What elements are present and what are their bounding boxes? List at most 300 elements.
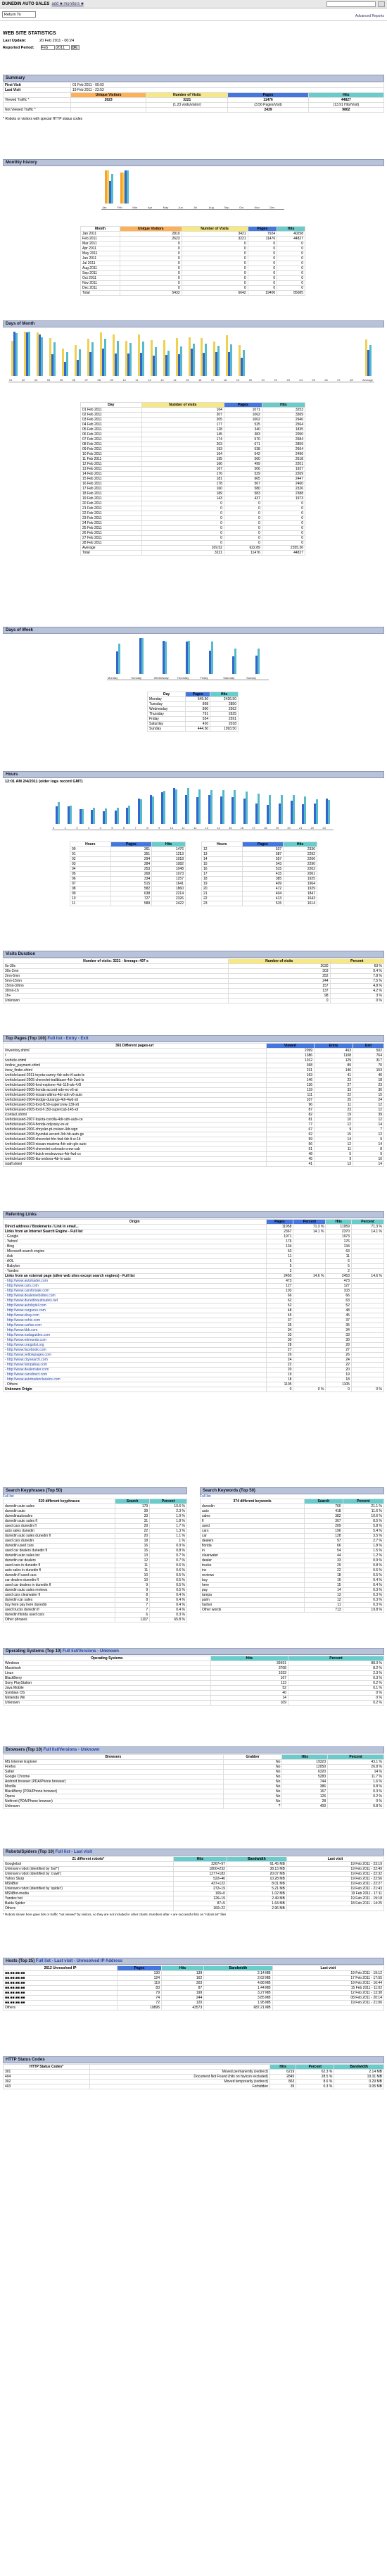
referring-link[interactable]: - http://www.carsforsale.com bbox=[4, 1289, 267, 1294]
http-cell: 19.31 MB bbox=[334, 2075, 384, 2080]
referring-link-row bbox=[4, 1279, 384, 1284]
keyphrases-row bbox=[4, 1588, 187, 1593]
referring-link[interactable]: - http://www.autobytel.com bbox=[4, 1303, 267, 1308]
os-cell: 0 % bbox=[288, 1696, 383, 1701]
days-of-month-cell: 3369 bbox=[262, 413, 305, 418]
robots-cell: 160+22 bbox=[173, 1906, 227, 1911]
robots-row bbox=[4, 1862, 384, 1867]
hours-left-cell: 1257 bbox=[152, 877, 186, 882]
http-header-cell: Percent bbox=[296, 2065, 334, 2070]
referring-cell bbox=[293, 1333, 326, 1338]
days-of-month-cell: 0 bbox=[141, 541, 224, 546]
hours-right-cell: 2061 bbox=[284, 872, 317, 877]
keyphrases-row bbox=[4, 1603, 187, 1608]
pages-cell: 2099 bbox=[266, 1049, 315, 1053]
monthly-cell: 3421 bbox=[182, 232, 248, 237]
duration-row bbox=[4, 984, 384, 989]
http-heading: HTTP Status Codes bbox=[3, 2056, 384, 2063]
referring-cell bbox=[293, 1328, 326, 1333]
duration-cell: 2030 bbox=[228, 964, 330, 969]
monthly-cell: 0 bbox=[182, 242, 248, 246]
pages-cell: 13 bbox=[315, 1162, 353, 1167]
keyphrases-row bbox=[4, 1509, 187, 1514]
days-of-month-cell: 0 bbox=[141, 506, 224, 511]
days-of-month-cell: 1835 bbox=[262, 427, 305, 432]
hosts-cell bbox=[272, 2006, 383, 2011]
keywords-row bbox=[201, 1588, 384, 1593]
referring-cell: 63 bbox=[326, 1249, 352, 1254]
hours-table-left bbox=[70, 842, 186, 906]
hours-chart-bar bbox=[163, 791, 165, 824]
hours-table-right bbox=[201, 842, 317, 906]
referring-cell: 134 bbox=[266, 1244, 293, 1249]
dow-chart-tick-label: Wednesday bbox=[153, 676, 169, 680]
days-of-month-row bbox=[81, 546, 305, 551]
referring-header-cell: Hits bbox=[326, 1220, 352, 1225]
robots-table bbox=[3, 1856, 384, 1911]
search-button[interactable] bbox=[378, 1, 385, 7]
hours-chart bbox=[52, 788, 334, 830]
keywords-row bbox=[201, 1598, 384, 1603]
monthly-cell: Feb 2011 bbox=[81, 237, 120, 242]
hours-left-header-cell: Hits bbox=[152, 842, 186, 847]
referring-cell bbox=[351, 1269, 383, 1274]
keyphrases-row bbox=[4, 1553, 187, 1558]
referring-link[interactable]: - http://www.carsdirect.com bbox=[4, 1373, 267, 1377]
duration-cell: 4.2 % bbox=[330, 989, 383, 994]
keywords-section bbox=[200, 1487, 384, 1628]
referring-link[interactable]: - http://www.nadaguides.com bbox=[4, 1333, 267, 1338]
referring-link-row bbox=[4, 1343, 384, 1348]
referring-cell: 0 bbox=[266, 1387, 293, 1392]
days-of-week-cell: Saturday bbox=[148, 722, 186, 727]
days-of-month-cell: 0 bbox=[141, 511, 224, 516]
keywords-header-cell: Percent bbox=[343, 1499, 383, 1504]
referring-link[interactable]: - http://www.cars.com bbox=[4, 1284, 267, 1289]
pages-tabs[interactable]: Full list - Entry - Exit bbox=[47, 1037, 89, 1041]
duration-cell: 252 bbox=[228, 974, 330, 979]
referring-cell bbox=[293, 1269, 326, 1274]
days-of-month-cell: 499 bbox=[224, 462, 262, 467]
monthly-cell: 0 bbox=[182, 276, 248, 281]
monthly-cell: 11476 bbox=[248, 237, 277, 242]
dom-chart-bar bbox=[41, 337, 43, 376]
hours-left-cell: 09 bbox=[70, 892, 111, 896]
robots-cell: 19 Feb 2011 - 22:27 bbox=[286, 1882, 383, 1887]
referring-link[interactable]: - http://www.cargurus.com bbox=[4, 1308, 267, 1313]
duration-cell: 30s-2mn bbox=[4, 969, 229, 974]
dom-chart-tick-label: 12 bbox=[148, 378, 151, 382]
http-header-cell: HTTP Status Codes* bbox=[4, 2065, 90, 2070]
hours-right-cell: 2202 bbox=[284, 867, 317, 872]
keywords-cell: used bbox=[201, 1524, 305, 1529]
referring-cell bbox=[351, 1377, 383, 1382]
os-cell: 0.2 % bbox=[288, 1701, 383, 1706]
dom-chart-tick-label: 15 bbox=[186, 378, 189, 382]
pages-cell: /vehicle/used-2005-kia-sedona-4dr-lx-auto bbox=[4, 1157, 267, 1162]
days-of-week-row bbox=[148, 707, 239, 712]
days-of-month-cell: 2859 bbox=[262, 442, 305, 447]
days-of-week-cell: Tuesday bbox=[148, 702, 186, 707]
referring-cell: Links from an Internet Search Engine - Full list bbox=[4, 1230, 267, 1234]
hosts-cell: 74 bbox=[118, 1996, 162, 2001]
days-of-month-cell: 570 bbox=[224, 437, 262, 442]
keyphrases-row bbox=[4, 1529, 187, 1534]
days-of-month-cell: 09 Feb 2011 bbox=[81, 447, 142, 452]
pages-cell: 14 bbox=[315, 1137, 353, 1142]
days-of-month-row bbox=[81, 501, 305, 506]
referring-link[interactable]: - http://www.dealerwebsites.com bbox=[4, 1294, 267, 1299]
keywords-row bbox=[201, 1544, 384, 1549]
dom-chart-bar bbox=[217, 346, 220, 376]
ok-button[interactable]: OK bbox=[71, 45, 80, 50]
browsers-cell: Mozilla bbox=[4, 1784, 224, 1789]
keywords-cell: pay bbox=[201, 1588, 305, 1593]
hours-chart-tick-label: 12 bbox=[194, 826, 197, 830]
pages-cell: 19 bbox=[315, 1113, 353, 1118]
keyphrases-cell: used cars in dunedin fl bbox=[4, 1563, 115, 1568]
referring-cell bbox=[293, 1279, 326, 1284]
hours-chart-bar bbox=[140, 799, 142, 824]
hours-left-row bbox=[70, 901, 186, 906]
hosts-header-cell: Pages bbox=[118, 1966, 162, 1971]
return-select[interactable]: Return To bbox=[2, 11, 36, 18]
os-cell: Unknown bbox=[4, 1701, 211, 1706]
http-cell: 6219 bbox=[270, 2070, 296, 2075]
days-of-month-row bbox=[81, 452, 305, 457]
referring-link[interactable]: - http://www.dealerrater.com bbox=[4, 1368, 267, 1373]
hours-chart-tick-label: 18 bbox=[264, 826, 267, 830]
referring-link[interactable]: - http://www.carfax.com bbox=[4, 1323, 267, 1328]
http-cell: 301 bbox=[4, 2070, 90, 2075]
keyphrases-cell: used cars dunedin bbox=[4, 1539, 115, 1544]
monthly-cell: 0 bbox=[120, 281, 182, 286]
days-of-month-row bbox=[81, 462, 305, 467]
pages-cell: 5 bbox=[315, 1152, 353, 1157]
keyphrases-cell: dunedin auto sales reviews bbox=[4, 1588, 115, 1593]
referring-link-row bbox=[4, 1373, 384, 1377]
keywords-cell: 97 bbox=[305, 1539, 343, 1544]
keywords-row bbox=[201, 1519, 384, 1524]
http-table bbox=[3, 2064, 384, 2089]
dow-chart-tick-label: Saturday bbox=[223, 676, 235, 680]
dom-chart-tick-label: 28 bbox=[350, 378, 353, 382]
month-select[interactable]: Feb bbox=[41, 45, 55, 50]
keywords-cell: 0.3 % bbox=[343, 1603, 383, 1608]
referring-link-row bbox=[4, 1348, 384, 1353]
hours-chart-tick-label: 15 bbox=[229, 826, 232, 830]
keyphrases-cell: 0.5 % bbox=[150, 1578, 187, 1583]
keyphrases-cell: 1.9 % bbox=[150, 1514, 187, 1519]
pages-row bbox=[4, 1049, 384, 1053]
top-pages-section bbox=[3, 1035, 384, 1190]
hours-chart-bar bbox=[316, 799, 318, 824]
robots-cell: 1.02 MB bbox=[227, 1892, 286, 1896]
robots-cell: 1277+183 bbox=[173, 1872, 227, 1877]
pages-cell: 81 bbox=[266, 1118, 315, 1123]
monthly-cell: Jun 2011 bbox=[81, 256, 120, 261]
referring-cell: 20 bbox=[266, 1368, 293, 1373]
referring-cell: 1105 bbox=[326, 1382, 352, 1387]
days-of-month-cell: 0 bbox=[224, 511, 262, 516]
pages-cell: /vehicle/used-2006-ford-explorer-4dr-118-wb-4.0l bbox=[4, 1083, 267, 1088]
referring-link[interactable]: - http://www.craigslist.org bbox=[4, 1343, 267, 1348]
days-of-week-cell: Monday bbox=[148, 697, 186, 702]
hosts-cell: 687.21 MB bbox=[204, 2006, 272, 2011]
days-of-month-cell: 23 Feb 2011 bbox=[81, 516, 142, 521]
days-of-month-cell: 2460 bbox=[262, 482, 305, 487]
keyphrases-cell: dunedin auto sales fl bbox=[4, 1519, 115, 1524]
referring-link[interactable]: - http://www.yellowpages.com bbox=[4, 1353, 267, 1358]
referring-row bbox=[4, 1239, 384, 1244]
keyphrases-cell: 0.4 % bbox=[150, 1593, 187, 1598]
browsers-cell: No bbox=[223, 1760, 282, 1765]
monthly-cell: 0 bbox=[277, 281, 305, 286]
referring-cell: 0 bbox=[326, 1387, 352, 1392]
browsers-cell: 19323 bbox=[282, 1760, 328, 1765]
referring-row bbox=[4, 1259, 384, 1264]
monthly-cell: 0 bbox=[120, 246, 182, 251]
keyphrases-cell: 12 bbox=[115, 1558, 150, 1563]
referring-cell: 27 bbox=[266, 1348, 293, 1353]
duration-row bbox=[4, 969, 384, 974]
search-input[interactable] bbox=[326, 1, 376, 7]
hours-left-row bbox=[70, 882, 186, 887]
days-of-month-cell: 0 bbox=[262, 536, 305, 541]
days-of-month-cell: 2326 bbox=[262, 487, 305, 492]
days-of-month-cell: 1002 bbox=[224, 418, 262, 423]
pages-cell: 89 bbox=[315, 1063, 353, 1068]
pages-cell: /vehicle/used-2005-chevrolet-trailblazer-4dr-2wd-ls bbox=[4, 1078, 267, 1083]
days-of-week-header-cell: Day bbox=[148, 692, 186, 697]
days-of-month-cell: 0 bbox=[224, 526, 262, 531]
referring-cell bbox=[293, 1249, 326, 1254]
referring-cell: - Babylon bbox=[4, 1264, 267, 1269]
pages-row bbox=[4, 1078, 384, 1083]
monthly-chart-tick-label: Dec bbox=[269, 206, 275, 209]
http-cell: 403 bbox=[4, 2084, 90, 2089]
keyphrases-cell: 10 bbox=[115, 1573, 150, 1578]
keyphrases-cell: 9 bbox=[115, 1588, 150, 1593]
robots-row bbox=[4, 1906, 384, 1911]
top-pages-heading: Top Pages (Top 100) Full list - Entry - Exit bbox=[3, 1035, 384, 1042]
referring-link[interactable]: - http://www.facebook.com bbox=[4, 1348, 267, 1353]
monthly-chart-tick-label: Sep bbox=[224, 206, 229, 209]
keyphrases-heading: Search Keyphrases (Top 50) bbox=[3, 1487, 187, 1494]
hosts-row bbox=[4, 1991, 384, 1996]
referring-cell: 33 bbox=[266, 1333, 293, 1338]
pages-row bbox=[4, 1053, 384, 1058]
monthly-row bbox=[81, 242, 305, 246]
dom-chart-tick-label: 26 bbox=[324, 378, 328, 382]
referring-cell: 14.6 % bbox=[351, 1274, 383, 1279]
dom-chart-tick-label: 21 bbox=[261, 378, 265, 382]
referring-link[interactable]: - http://www.dunedinautosales.net bbox=[4, 1299, 267, 1303]
days-of-month-cell: 1062 bbox=[224, 413, 262, 418]
referring-link[interactable]: - http://www.kbb.com bbox=[4, 1328, 267, 1333]
referring-cell bbox=[351, 1348, 383, 1353]
advanced-reports-link[interactable]: Advanced Reports bbox=[355, 14, 384, 18]
pages-row bbox=[4, 1068, 384, 1073]
monthly-header-cell: Pages bbox=[248, 227, 277, 232]
pages-cell: 14 bbox=[353, 1142, 384, 1147]
pages-row bbox=[4, 1147, 384, 1152]
pages-cell: /vehicle/used-2004-dodge-durango-4dr-4wd-slt bbox=[4, 1098, 267, 1103]
pages-cell: 153 bbox=[353, 1068, 384, 1073]
duration-cell: 98 bbox=[228, 994, 330, 999]
hours-left-cell: 638 bbox=[110, 892, 152, 896]
os-cell: 39591 bbox=[210, 1661, 288, 1666]
pages-cell: /online_payment.shtml bbox=[4, 1063, 267, 1068]
days-of-month-row bbox=[81, 427, 305, 432]
referring-cell: 48 bbox=[326, 1308, 352, 1313]
referring-link[interactable]: - http://www.autotrader.com bbox=[4, 1279, 267, 1284]
os-cell: 0.3 % bbox=[288, 1676, 383, 1681]
days-of-month-cell: 0 bbox=[141, 516, 224, 521]
hours-chart-tick-label: 23 bbox=[322, 826, 326, 830]
os-row bbox=[4, 1701, 384, 1706]
referring-cell bbox=[351, 1358, 383, 1363]
monthly-chart-tick-label: Jun bbox=[178, 206, 183, 209]
monthly-cell: 0 bbox=[248, 246, 277, 251]
monthly-cell: 0 bbox=[182, 271, 248, 276]
pages-cell: 45 bbox=[266, 1157, 315, 1162]
hosts-cell: ■■.■■.■■.■■ bbox=[4, 2001, 118, 2006]
referring-cell: 103 bbox=[266, 1289, 293, 1294]
hours-right-cell: 2292 bbox=[284, 852, 317, 857]
pages-cell: 231 bbox=[266, 1068, 315, 1073]
os-cell: BlackBerry bbox=[4, 1676, 211, 1681]
referring-link-row bbox=[4, 1313, 384, 1318]
robots-cell: Others bbox=[4, 1906, 174, 1911]
duration-cell: 0s-30s bbox=[4, 964, 229, 969]
days-of-month-cell: 2564 bbox=[262, 423, 305, 427]
referring-cell: 14.6 % bbox=[293, 1274, 326, 1279]
browsers-cell: Unknown bbox=[4, 1804, 224, 1809]
days-of-week-chart bbox=[107, 638, 269, 680]
referring-link[interactable]: - http://www.citysearch.com bbox=[4, 1358, 267, 1363]
hours-chart-bar bbox=[70, 806, 72, 824]
referring-link[interactable]: - http://www.ebay.com bbox=[4, 1313, 267, 1318]
hours-left-cell: 01 bbox=[70, 852, 111, 857]
referring-cell: - Google bbox=[4, 1234, 267, 1239]
monthly-cell: Aug 2011 bbox=[81, 266, 120, 271]
days-of-month-cell: 525 bbox=[224, 423, 262, 427]
keyphrases-cell: dunedin auto sales dunedin fl bbox=[4, 1534, 115, 1539]
referring-cell: 37 bbox=[266, 1318, 293, 1323]
pages-cell: 11 bbox=[315, 1103, 353, 1108]
dom-chart-bar bbox=[66, 352, 68, 376]
monthly-cell: 0 bbox=[182, 261, 248, 266]
referring-cell: 27 bbox=[326, 1348, 352, 1353]
hours-chart-bar bbox=[269, 795, 271, 824]
add-monitors-link[interactable]: add ■ monitors ■ bbox=[51, 1, 84, 6]
referring-link[interactable]: - http://www.tampabay.com bbox=[4, 1363, 267, 1368]
hours-right-row bbox=[202, 872, 317, 877]
dom-chart-tick-label: 08 bbox=[97, 378, 101, 382]
monthly-cell: 3221 bbox=[182, 237, 248, 242]
referring-cell: 24 bbox=[266, 1358, 293, 1363]
referring-cell bbox=[351, 1363, 383, 1368]
browsers-cell: No bbox=[223, 1789, 282, 1794]
os-row bbox=[4, 1676, 384, 1681]
keyphrases-cell: 0.6 % bbox=[150, 1563, 187, 1568]
keywords-full-list[interactable]: Full list bbox=[200, 1494, 211, 1499]
hours-left-cell: 02 bbox=[70, 857, 111, 862]
pages-cell: 9 bbox=[315, 1157, 353, 1162]
days-of-month-cell: 1937 bbox=[262, 467, 305, 472]
referring-link[interactable]: - http://www.autotraderclassics.com bbox=[4, 1377, 267, 1382]
http-cell: 863 bbox=[270, 2080, 296, 2084]
browsers-cell: No bbox=[223, 1770, 282, 1775]
robots-cell: 437+122 bbox=[173, 1882, 227, 1887]
keyphrases-row bbox=[4, 1578, 187, 1583]
pages-cell: 12 bbox=[315, 1123, 353, 1127]
days-of-month-cell: 164 bbox=[141, 408, 224, 413]
referring-cell: 473 bbox=[266, 1279, 293, 1284]
pages-cell: /vehicle/used-2007-toyota-corolla-4dr-sdn-auto-ce bbox=[4, 1118, 267, 1123]
keywords-cell: 128 bbox=[305, 1534, 343, 1539]
keyphrases-cell: dunedin car sales bbox=[4, 1598, 115, 1603]
monthly-cell: 0 bbox=[182, 256, 248, 261]
referring-cell: 5 bbox=[266, 1264, 293, 1269]
browsers-cell: Android browser (PDA/Phone browser) bbox=[4, 1780, 224, 1784]
referring-cell: 6 bbox=[326, 1259, 352, 1264]
keywords-row bbox=[201, 1593, 384, 1598]
browsers-cell: 0.8 % bbox=[328, 1804, 384, 1809]
hosts-cell: 199 bbox=[161, 1991, 203, 1996]
hours-right-cell: 1964 bbox=[284, 882, 317, 887]
days-of-month-cell: 340 bbox=[224, 427, 262, 432]
referring-link[interactable]: - http://www.vehix.com bbox=[4, 1318, 267, 1323]
dom-chart-tick-label: 24 bbox=[299, 378, 303, 382]
days-of-month-row bbox=[81, 496, 305, 501]
referring-cell: 2 bbox=[326, 1269, 352, 1274]
year-select[interactable]: 2011 bbox=[56, 45, 70, 50]
referring-cell bbox=[351, 1264, 383, 1269]
browsers-row bbox=[4, 1794, 384, 1799]
keyphrases-header bbox=[4, 1499, 187, 1504]
days-of-month-cell: 174 bbox=[141, 437, 224, 442]
referring-cell: 18 bbox=[266, 1377, 293, 1382]
duration-cell: 5mn-15mn bbox=[4, 979, 229, 984]
referring-cell: 2450 bbox=[266, 1274, 293, 1279]
pages-row bbox=[4, 1137, 384, 1142]
monthly-row bbox=[81, 251, 305, 256]
keywords-header bbox=[201, 1499, 384, 1504]
referring-cell: 103 bbox=[326, 1289, 352, 1294]
referring-link[interactable]: - http://www.edmunds.com bbox=[4, 1338, 267, 1343]
referring-cell: 2367 bbox=[266, 1230, 293, 1234]
days-of-week-cell: 2850 bbox=[210, 702, 239, 707]
days-of-month-cell: 164 bbox=[141, 452, 224, 457]
browsers-row bbox=[4, 1760, 384, 1765]
keyphrases-full-list[interactable]: Full list bbox=[3, 1494, 14, 1499]
robots-cell: Googlebot bbox=[4, 1862, 174, 1867]
pages-cell: 27 bbox=[315, 1083, 353, 1088]
monthly-heading: Monthly history bbox=[3, 159, 384, 166]
days-of-week-row bbox=[148, 722, 239, 727]
days-of-month-cell: 2269 bbox=[262, 472, 305, 477]
monthly-cell: 0 bbox=[120, 251, 182, 256]
dom-chart-tick-label: 22 bbox=[274, 378, 277, 382]
keyphrases-cell: 22 bbox=[115, 1529, 150, 1534]
pages-row bbox=[4, 1083, 384, 1088]
keyphrases-row bbox=[4, 1549, 187, 1553]
hours-chart-tick-label: 19 bbox=[275, 826, 279, 830]
robots-cell: 165+0 bbox=[173, 1892, 227, 1896]
hours-right-row bbox=[202, 852, 317, 857]
